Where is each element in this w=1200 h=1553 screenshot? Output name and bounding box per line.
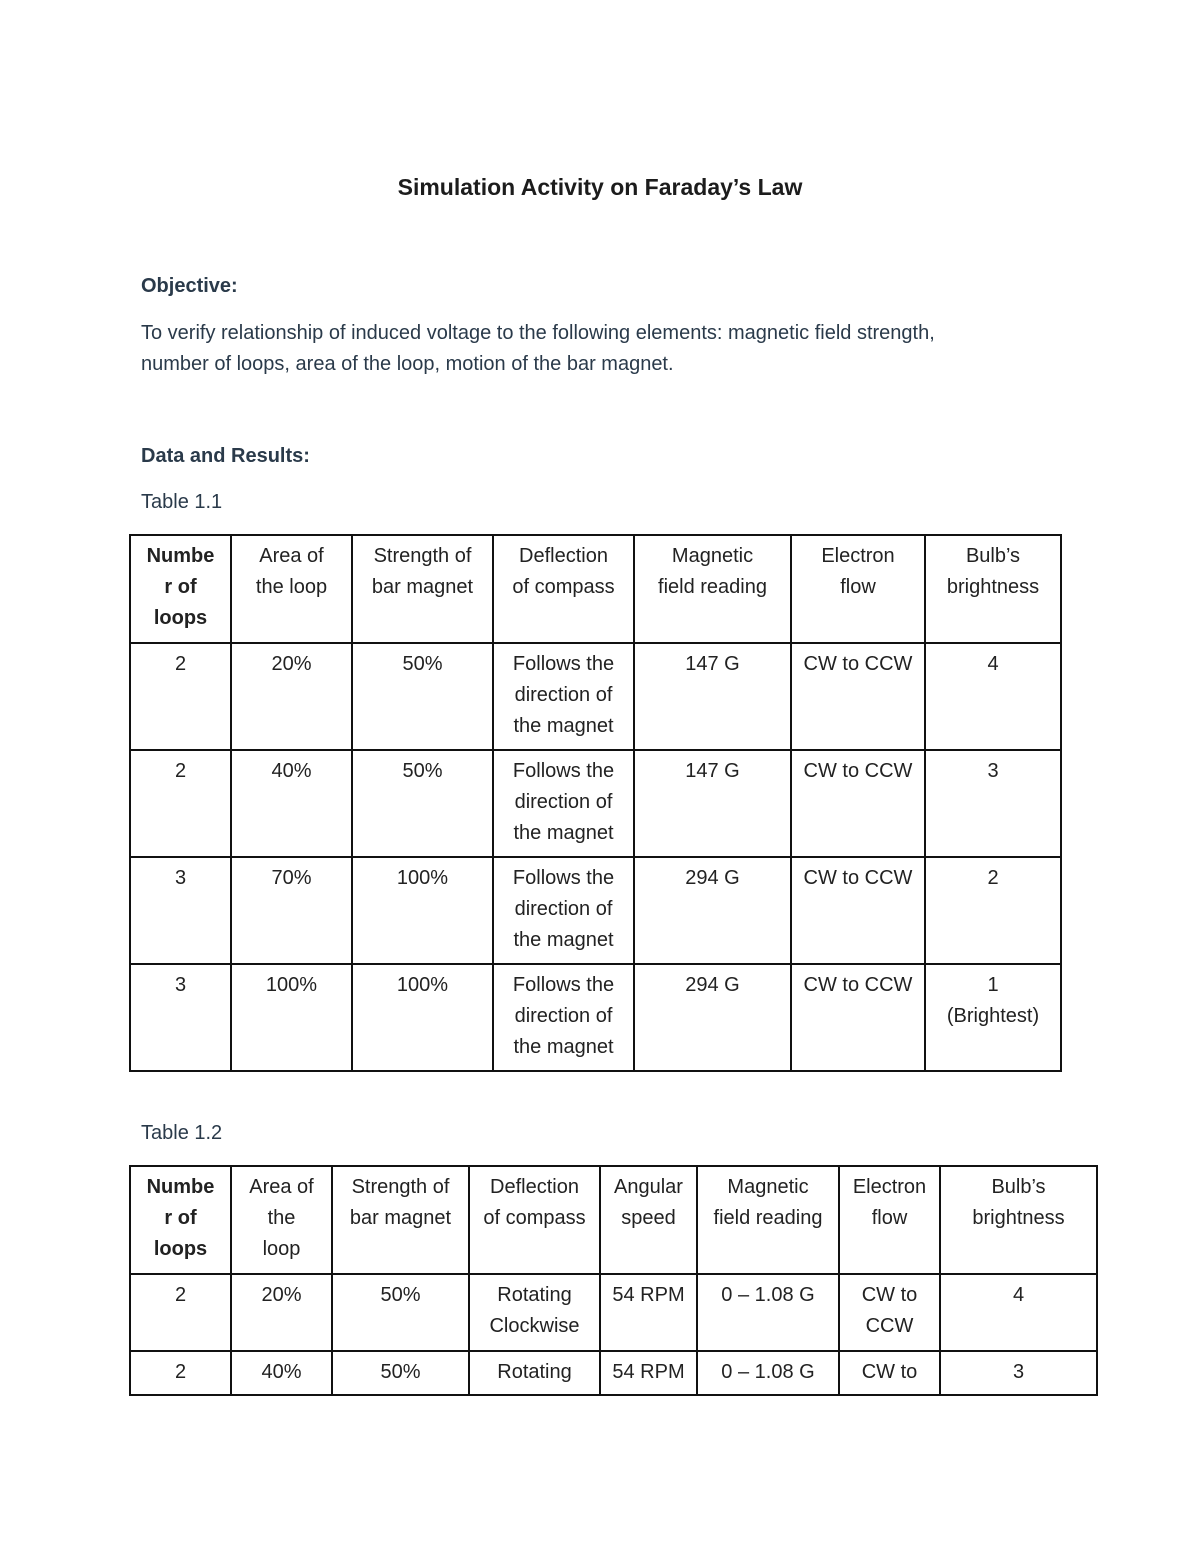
table-row [130, 643, 1061, 750]
cell-strength: 50% [352, 643, 493, 750]
table1-header-flow: Electron flow [791, 535, 925, 643]
table2 [129, 1165, 1098, 1396]
cell-strength: 50% [352, 750, 493, 857]
table2-header-deflection: Deflection of compass [469, 1166, 600, 1274]
cell-field: 0 – 1.08 G [697, 1351, 839, 1395]
cell-field: 0 – 1.08 G [697, 1274, 839, 1351]
results-label: Data and Results: [141, 445, 310, 467]
objective-text [141, 318, 1061, 380]
table2-header-field: Magnetic field reading [697, 1166, 839, 1274]
table-row [130, 750, 1061, 857]
cell-strength: 50% [332, 1274, 469, 1351]
cell-flow: CW to CCW [791, 964, 925, 1071]
cell-deflection: Rotating [469, 1351, 600, 1395]
cell-strength: 50% [332, 1351, 469, 1395]
table2-header-brightness: Bulb’s brightness [940, 1166, 1097, 1274]
cell-brightness: 4 [940, 1274, 1097, 1351]
cell-field: 147 G [634, 750, 791, 857]
table2-header-flow: Electron flow [839, 1166, 940, 1274]
table1-header-loops: Numbe r of loops [130, 535, 231, 643]
cell-strength: 100% [352, 964, 493, 1071]
table2-header-loops: Numbe r of loops [130, 1166, 231, 1274]
cell-deflection: Follows the direction of the magnet [493, 750, 634, 857]
cell-strength: 100% [352, 857, 493, 964]
cell-flow: CW to CCW [791, 857, 925, 964]
cell-area: 100% [231, 964, 352, 1071]
table2-header-strength: Strength of bar magnet [332, 1166, 469, 1274]
cell-loops: 2 [130, 1351, 231, 1395]
cell-brightness: 1 (Brightest) [925, 964, 1061, 1071]
cell-field: 147 G [634, 643, 791, 750]
cell-field: 294 G [634, 964, 791, 1071]
cell-loops: 2 [130, 1274, 231, 1351]
table1-header-deflection: Deflection of compass [493, 535, 634, 643]
table1-header-area: Area of the loop [231, 535, 352, 643]
table-row [130, 1351, 1097, 1395]
document-title: Simulation Activity on Faraday’s Law [397, 174, 803, 200]
cell-speed: 54 RPM [600, 1351, 697, 1395]
cell-flow: CW to CCW [839, 1274, 940, 1351]
table1-header-row [130, 535, 1061, 643]
cell-loops: 3 [130, 857, 231, 964]
table1-header-brightness: Bulb’s brightness [925, 535, 1061, 643]
table2-header-row [130, 1166, 1097, 1274]
cell-loops: 3 [130, 964, 231, 1071]
objective-label: Objective: [141, 275, 238, 297]
cell-area: 40% [231, 1351, 332, 1395]
cell-flow: CW to CCW [791, 643, 925, 750]
table2-header-speed: Angular speed [600, 1166, 697, 1274]
objective-line-2: number of loops, area of the loop, motion of the bar magnet. [141, 353, 674, 375]
cell-brightness: 3 [940, 1351, 1097, 1395]
cell-deflection: Follows the direction of the magnet [493, 857, 634, 964]
cell-area: 40% [231, 750, 352, 857]
table1-header-strength: Strength of bar magnet [352, 535, 493, 643]
table1 [129, 534, 1062, 1072]
table1-caption: Table 1.1 [141, 491, 223, 513]
table1-header-field: Magnetic field reading [634, 535, 791, 643]
table2-header-area: Area of the loop [231, 1166, 332, 1274]
objective-line-1: To verify relationship of induced voltage to the following elements: magnetic field strength, [141, 322, 935, 344]
cell-deflection: Follows the direction of the magnet [493, 643, 634, 750]
cell-brightness: 2 [925, 857, 1061, 964]
cell-loops: 2 [130, 750, 231, 857]
cell-field: 294 G [634, 857, 791, 964]
cell-flow: CW to [839, 1351, 940, 1395]
cell-deflection: Follows the direction of the magnet [493, 964, 634, 1071]
cell-deflection: Rotating Clockwise [469, 1274, 600, 1351]
cell-brightness: 3 [925, 750, 1061, 857]
cell-speed: 54 RPM [600, 1274, 697, 1351]
table-row [130, 857, 1061, 964]
cell-flow: CW to CCW [791, 750, 925, 857]
table2-caption: Table 1.2 [141, 1122, 223, 1144]
cell-loops: 2 [130, 643, 231, 750]
cell-brightness: 4 [925, 643, 1061, 750]
cell-area: 20% [231, 643, 352, 750]
table-row [130, 964, 1061, 1071]
cell-area: 70% [231, 857, 352, 964]
cell-area: 20% [231, 1274, 332, 1351]
table-row [130, 1274, 1097, 1351]
